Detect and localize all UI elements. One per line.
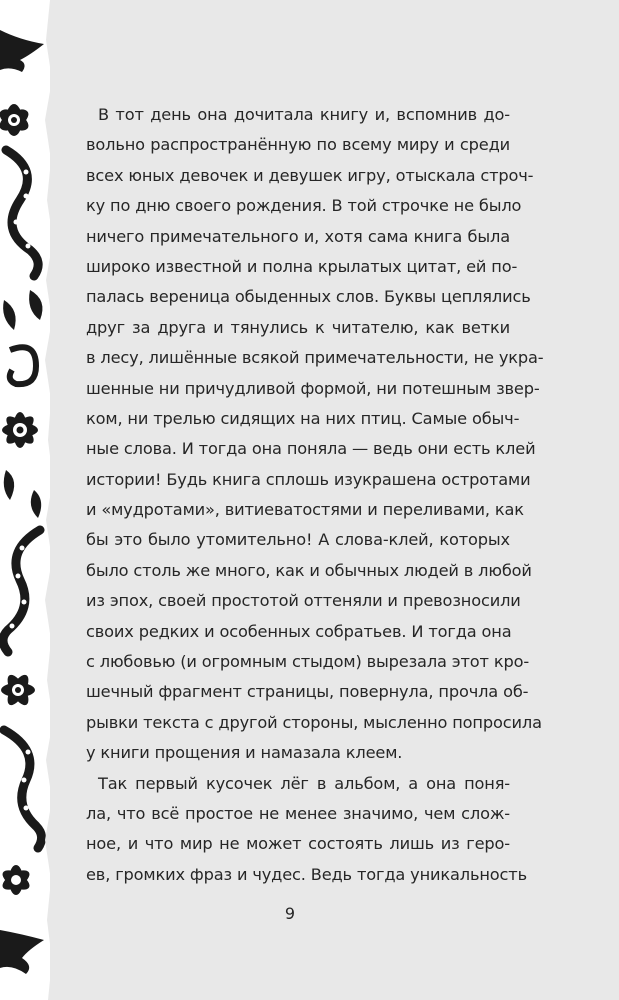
text-line: в лесу, лишённые всякой примечательности, не укра- [86,348,544,368]
text-line: ком, ни трелью сидящих на них птиц. Самые обыч- [86,408,520,428]
text-line: было столь же много, как и обычных людей в любой [86,560,532,580]
text-line: вольно распространённую по всему миру и среди [86,135,510,155]
text-line: с любовью (и огромным стыдом) вырезала этот кро- [86,652,530,672]
text-line: бы это было утомительно! А слова-клей, которых [86,530,510,550]
torn-paper-edge [36,0,60,1000]
text-line: ничего примечательного и, хотя сама книга была [86,226,510,246]
text-line: шенные ни причудливой формой, ни потешным звер- [86,378,540,398]
paragraph-1 [86,100,544,769]
text-line: палась вереница обыденных слов. Буквы цеплялись [86,287,531,307]
text-line: шечный фрагмент страницы, повернула, прочла об- [86,682,529,702]
text-line: и «мудротами», витиеватостями и переливами, как [86,500,524,520]
text-line: ку по дню своего рождения. В той строчке не было [86,196,522,216]
text-line: всех юных девочек и девушек игру, отыскала строч- [86,165,534,185]
page-number: 9 [284,904,296,923]
text-line: из эпох, своей простотой оттеняли и превозносили [86,591,521,611]
paragraph-2 [86,769,527,891]
text-line: у книги прощения и намазала клеем. [86,743,403,763]
text-line: истории! Будь книга сплошь изукрашена остротами [86,469,531,489]
body-text [86,100,544,890]
text-line: широко известной и полна крылатых цитат, ей по- [86,256,518,276]
text-line: рывки текста с другой стороны, мысленно попросила [86,712,542,732]
text-line: ные слова. И тогда она поняла — ведь они есть клей [86,439,536,459]
text-line: ев, громких фраз и чудес. Ведь тогда уникальность [86,864,527,884]
text-line: Так первый кусочек лёг в альбом, а она поня- [98,773,510,793]
text-line: друг за друга и тянулись к читателю, как ветки [86,317,510,337]
text-line: ла, что всё простое не менее значимо, чем слож- [86,803,510,823]
text-line: В тот день она дочитала книгу и, вспомнив до- [98,105,510,124]
text-line: своих редких и особенных собратьев. И тогда она [86,621,512,641]
text-line: ное, и что мир не может состоять лишь из геро- [86,834,510,854]
